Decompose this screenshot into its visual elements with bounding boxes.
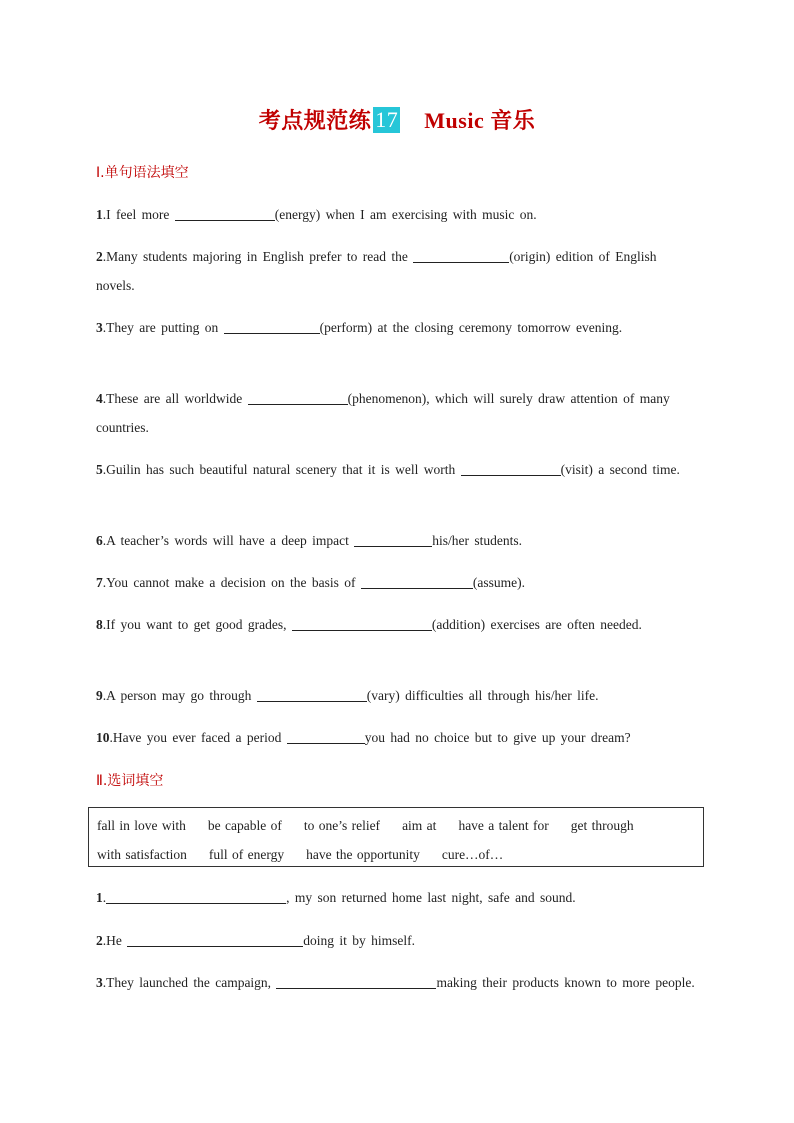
question-number: 7 [96,575,103,590]
question-text: (addition) exercises are often needed. [431,617,642,632]
question-text: you had no choice but to give up your dream? [364,730,631,745]
answer-blank[interactable] [292,614,432,631]
question-text: . [102,890,107,905]
question-number: 3 [96,320,103,335]
question-text: .Many students majoring in English prefer to read the [102,249,414,264]
question-text: (vary) difficulties all through his/her life. [366,688,599,703]
question-item [96,242,700,300]
question-item [96,681,700,710]
question-text: .Guilin has such beautiful natural scenery that it is well worth [102,462,461,477]
question-item [96,526,700,555]
question-text: his/her students. [432,533,523,548]
question-text: (energy) when I am exercising with music on. [274,207,537,222]
question-text: (assume). [472,575,525,590]
word-bank-phrase: cure…of… [441,847,504,862]
word-bank-phrase: with satisfaction [97,847,187,862]
word-bank-phrase: get through [570,818,634,833]
question-item [96,455,700,484]
lesson-number-badge: 17 [375,107,399,132]
word-bank-phrase: be capable of [207,818,282,833]
question-item [96,384,700,442]
word-bank-phrase: to one’s relief [303,818,381,833]
title-english: Music 音乐 [424,108,536,133]
question-number: 6 [96,533,103,548]
section-heading-word-choice: Ⅱ.选词填空 [96,773,164,789]
question-text: .If you want to get good grades, [102,617,292,632]
answer-blank[interactable] [361,572,473,589]
question-item [96,723,700,752]
answer-blank[interactable] [248,388,348,405]
answer-blank[interactable] [354,530,432,547]
question-text: .They are putting on [102,320,224,335]
question-text: .Have you ever faced a period [109,730,287,745]
question-text: .A person may go through [102,688,257,703]
word-bank [88,807,704,867]
question-item [96,883,700,912]
question-text: .They launched the campaign, [102,975,277,990]
word-bank-phrase: full of energy [208,847,285,862]
question-number: 1 [96,207,103,222]
question-text: (origin) edition of English novels. [96,249,657,293]
answer-blank[interactable] [127,930,303,947]
word-bank-phrase: have the opportunity [306,847,420,862]
question-text: (perform) at the closing ceremony tomorrow evening. [319,320,623,335]
question-text: .You cannot make a decision on the basis of [102,575,361,590]
question-text: doing it by himself. [303,933,415,948]
question-item [96,968,700,997]
page-title [0,104,794,139]
question-number: 3 [96,975,103,990]
title-chinese: 考点规范练 [258,109,372,134]
question-text: (phenomenon), which will surely draw attention of many countries. [96,391,670,435]
answer-blank[interactable] [276,972,436,989]
question-item [96,568,700,597]
answer-blank[interactable] [224,317,320,334]
question-item [96,200,700,229]
question-number: 5 [96,462,103,477]
question-number: 9 [96,688,103,703]
word-bank-phrase: have a talent for [458,818,549,833]
answer-blank[interactable] [461,459,561,476]
question-text: .A teacher’s words will have a deep impact [102,533,355,548]
question-number: 4 [96,391,103,406]
word-bank-phrase: fall in love with [97,818,186,833]
question-item [96,610,656,639]
word-bank-phrase: aim at [402,818,437,833]
question-number: 1 [96,890,103,905]
answer-blank[interactable] [106,887,286,904]
question-text: .These are all worldwide [102,391,248,406]
question-number: 10 [96,730,110,745]
answer-blank[interactable] [287,727,365,744]
question-text: .He [102,933,128,948]
question-text: , my son returned home last night, safe and sound. [286,890,576,905]
question-text: .I feel more [102,207,175,222]
question-item [96,313,636,342]
question-text: (visit) a second time. [560,462,680,477]
question-item [96,926,700,955]
answer-blank[interactable] [175,204,275,221]
question-text: making their products known to more people. [436,975,695,990]
answer-blank[interactable] [413,246,509,263]
answer-blank[interactable] [257,685,367,702]
question-number: 2 [96,249,103,264]
question-number: 8 [96,617,103,632]
section-heading-grammar: Ⅰ.单句语法填空 [96,165,189,181]
question-number: 2 [96,933,103,948]
